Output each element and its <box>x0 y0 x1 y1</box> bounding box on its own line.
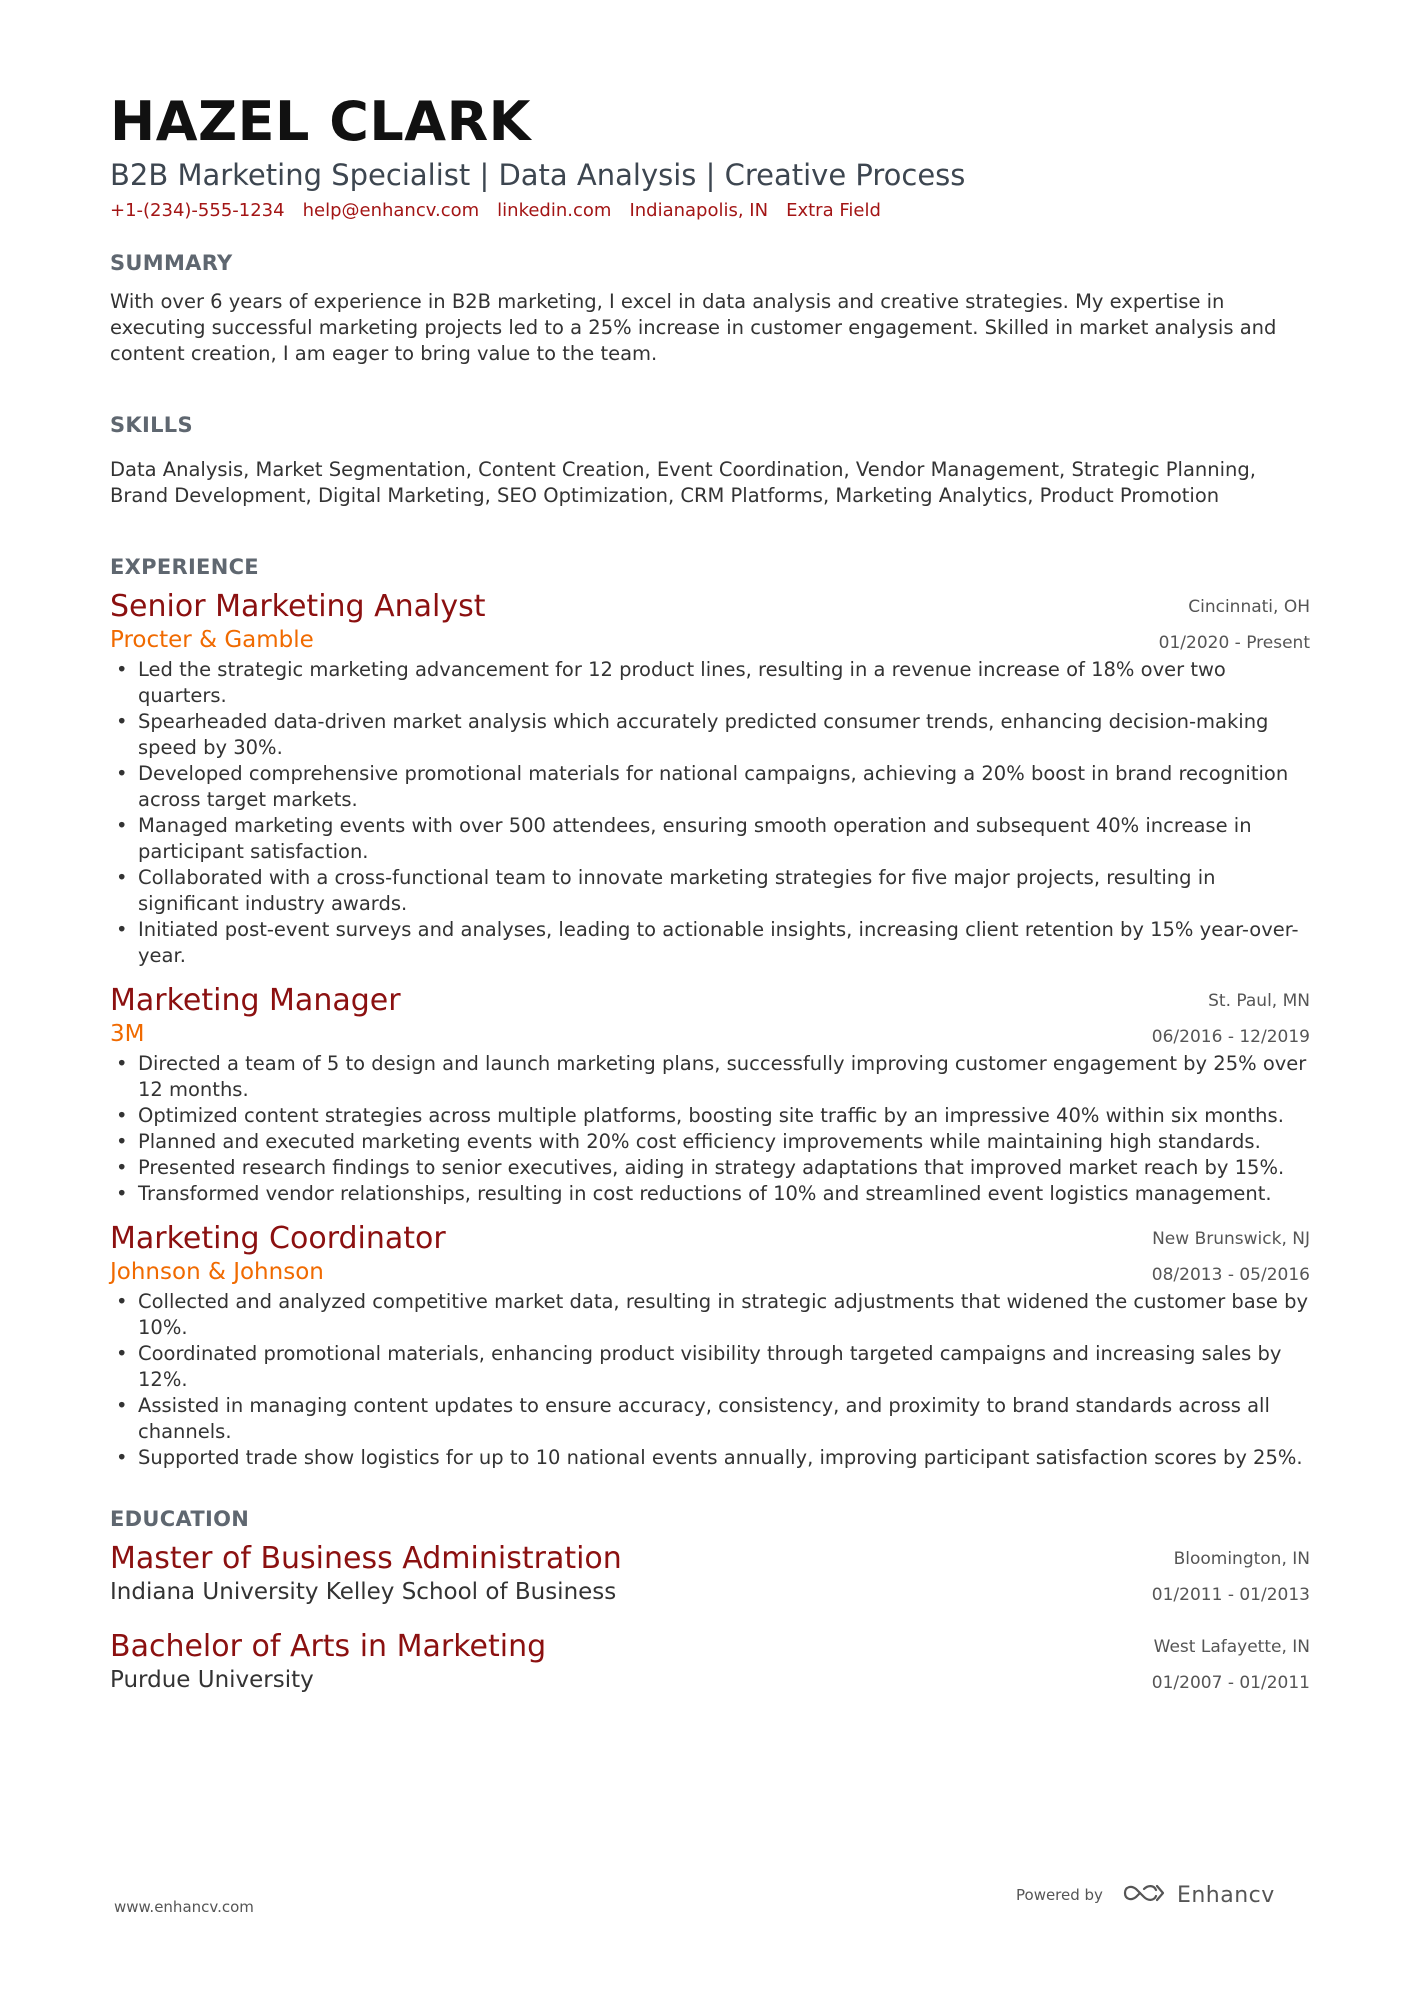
education-meta <box>1152 1629 1310 1701</box>
education-dates: 01/2007 - 01/2011 <box>1151 1673 1310 1694</box>
skills-heading: SKILLS <box>110 413 193 438</box>
job-bullet: • Supported trade show logistics for up to 10 national events annually, improving participant satisfaction scores by 25%. <box>110 1445 1310 1471</box>
job-bullet: • Directed a team of 5 to design and launch marketing plans, successfully improving customer engagement by 25% over 12 months. <box>110 1051 1310 1103</box>
resume-header <box>110 90 1310 222</box>
powered-by-label: Powered by <box>1016 1886 1103 1904</box>
brand-name: Enhancv <box>1176 1882 1275 1908</box>
footer-branding <box>1016 1882 1275 1908</box>
job-title: Marketing Coordinator <box>110 1221 446 1257</box>
resume-page <box>110 90 1310 1695</box>
job-meta <box>1152 983 1310 1055</box>
job-bullet: • Led the strategic marketing advancement for 12 product lines, resulting in a revenue increase of 18% over two quarters. <box>110 657 1310 709</box>
contact-email[interactable]: help@enhancv.com <box>302 200 480 222</box>
job-company: Johnson & Johnson <box>110 1259 324 1286</box>
education-location: West Lafayette, IN <box>1153 1637 1310 1658</box>
job-bullet: • Planned and executed marketing events with 20% cost efficiency improvements while maintaining high standards. <box>110 1129 1310 1155</box>
education-dates: 01/2011 - 01/2013 <box>1151 1585 1310 1606</box>
experience-entry <box>110 1221 1310 1471</box>
job-bullet: • Collected and analyzed competitive market data, resulting in strategic adjustments that widened the customer base by 10%. <box>110 1289 1310 1341</box>
job-bullet: • Optimized content strategies across multiple platforms, boosting site traffic by an impressive 40% within six months. <box>110 1103 1310 1129</box>
education-meta <box>1152 1541 1310 1613</box>
job-title: Senior Marketing Analyst <box>110 589 486 625</box>
job-title: Marketing Manager <box>110 983 401 1019</box>
skills-section <box>110 413 1310 509</box>
job-bullets <box>110 1051 1310 1207</box>
experience-entry <box>110 589 1310 969</box>
job-bullet: • Transformed vendor relationships, resulting in cost reductions of 10% and streamlined event logistics management. <box>110 1181 1310 1207</box>
job-dates: 08/2013 - 05/2016 <box>1151 1265 1310 1286</box>
job-company: Procter & Gamble <box>110 627 314 654</box>
brand-link[interactable] <box>1121 1882 1275 1908</box>
job-bullet: • Collaborated with a cross-functional team to innovate marketing strategies for five major projects, resulting in significant industry awards. <box>110 865 1310 917</box>
summary-heading: SUMMARY <box>110 251 233 276</box>
education-entry <box>110 1541 1310 1607</box>
job-bullet: • Presented research findings to senior executives, aiding in strategy adaptations that improved market reach by 15%. <box>110 1155 1310 1181</box>
enhancv-logo-icon <box>1121 1882 1167 1908</box>
summary-section <box>110 251 1310 367</box>
job-dates: 06/2016 - 12/2019 <box>1151 1027 1310 1048</box>
job-location: Cincinnati, OH <box>1188 597 1310 618</box>
education-section <box>110 1507 1310 1695</box>
school-name: Indiana University Kelley School of Business <box>110 1579 617 1606</box>
job-bullets <box>110 1289 1310 1471</box>
job-bullet: • Managed marketing events with over 500 attendees, ensuring smooth operation and subsequent 40% increase in participant satisfaction. <box>110 813 1310 865</box>
job-bullets <box>110 657 1310 969</box>
job-location: St. Paul, MN <box>1208 991 1310 1012</box>
experience-heading: EXPERIENCE <box>110 555 259 580</box>
job-dates: 01/2020 - Present <box>1158 633 1310 654</box>
contact-phone[interactable]: +1-(234)-555-1234 <box>110 200 285 222</box>
job-bullet: • Spearheaded data-driven market analysis which accurately predicted consumer trends, enhancing decision-making speed by 30%. <box>110 709 1310 761</box>
summary-text: With over 6 years of experience in B2B marketing, I excel in data analysis and creative strategies. My expertise in executing successful marketing projects led to a 25% increase in customer engagement. Skilled in market analysis and content creation, I am eager to bring value to the team. <box>110 290 1277 366</box>
candidate-headline: B2B Marketing Specialist | Data Analysis | Creative Process <box>110 158 966 192</box>
contact-info <box>110 200 1310 221</box>
education-location: Bloomington, IN <box>1173 1549 1310 1570</box>
degree-title: Bachelor of Arts in Marketing <box>110 1629 547 1665</box>
degree-title: Master of Business Administration <box>110 1541 622 1577</box>
candidate-name: HAZEL CLARK <box>110 90 531 153</box>
education-entry <box>110 1629 1310 1695</box>
job-bullet: • Assisted in managing content updates to ensure accuracy, consistency, and proximity to brand standards across all channels. <box>110 1393 1310 1445</box>
skills-text: Data Analysis, Market Segmentation, Content Creation, Event Coordination, Vendor Management, Strategic Planning, Brand Development, Digital Marketing, SEO Optimization, CRM Platforms, Marketing Analytics, Product Promotion <box>110 458 1256 508</box>
experience-entry <box>110 983 1310 1207</box>
experience-section <box>110 555 1310 1471</box>
job-bullet: • Initiated post-event surveys and analyses, leading to actionable insights, increasing client retention by 15% year-over-year. <box>110 917 1310 969</box>
contact-location: Indianapolis, IN <box>629 200 769 222</box>
job-location: New Brunswick, NJ <box>1152 1229 1310 1250</box>
job-company: 3M <box>110 1021 145 1048</box>
job-bullet: • Coordinated promotional materials, enhancing product visibility through targeted campaigns and increasing sales by 12%. <box>110 1341 1310 1393</box>
footer-website[interactable]: www.enhancv.com <box>114 1898 254 1916</box>
job-meta <box>1152 1221 1310 1293</box>
job-meta <box>1159 589 1310 661</box>
contact-linkedin[interactable]: linkedin.com <box>497 200 612 222</box>
education-heading: EDUCATION <box>110 1507 250 1532</box>
school-name: Purdue University <box>110 1667 314 1694</box>
contact-extra-field: Extra Field <box>786 200 881 222</box>
job-bullet: • Developed comprehensive promotional materials for national campaigns, achieving a 20% boost in brand recognition across target markets. <box>110 761 1310 813</box>
